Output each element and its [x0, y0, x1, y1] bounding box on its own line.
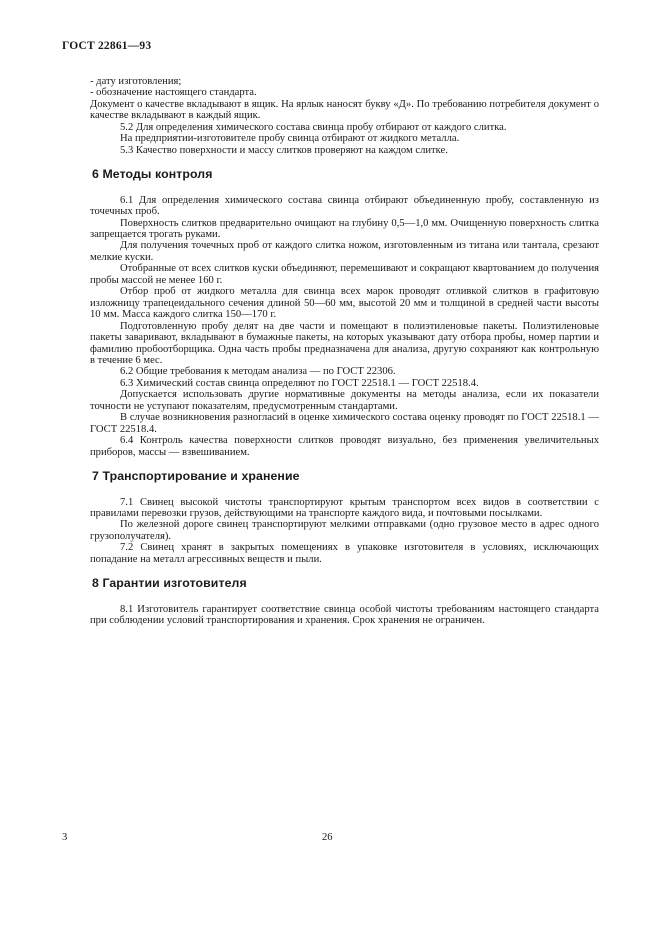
section-paragraph: 8.1 Изготовитель гарантирует соответствие свинца особой чистоты требованиям настоящего стандарта при соблюдении условий транспортирования и хранения. Срок хранения не ограничен.	[90, 603, 599, 627]
intro-paragraph: Документ о качестве вкладывают в ящик. На ярлык наносят букву «Д». По требованию потребителя документ о качестве вкладывают в каждый ящик.	[90, 98, 599, 122]
section-title: 7 Транспортирование и хранение	[92, 469, 300, 484]
section-paragraph: 6.3 Химический состав свинца определяют по ГОСТ 22518.1 — ГОСТ 22518.4.	[120, 377, 479, 389]
intro-paragraph: На предприятии-изготовителе пробу свинца отбирают от жидкого металла.	[120, 133, 460, 145]
document-code-header: ГОСТ 22861—93	[62, 40, 152, 52]
section-paragraph: Отобранные от всех слитков куски объединяют, перемешивают и сокращают квартованием до получения пробы массой не менее 160 г.	[90, 263, 599, 286]
section-title: 6 Методы контроля	[92, 167, 213, 182]
section-paragraph: Допускается использовать другие нормативные документы на методы анализа, если их показатели точности не уступают показателям, предусмотренным стандартами.	[90, 389, 599, 412]
section-paragraph: Для получения точечных проб от каждого слитка ножом, изготовленным из титана или тантала, срезают мелкие куски.	[90, 240, 599, 263]
section-paragraph: По железной дороге свинец транспортируют мелкими отправками (одно грузовое место в адрес одного грузополучателя).	[90, 519, 599, 542]
section-paragraph: Подготовленную пробу делят на две части и помещают в полиэтиленовые пакеты. Полиэтиленовые пакеты заваривают, вкладывают в бумажные пакеты, на которых указывают дату отбора пробы, номер партии и фамилию пробоотборщика. Одна часть пробы предназначена для анализа, другую сохраняют как контрольную в течение 6 мес.	[90, 320, 599, 366]
section-paragraph: 6.1 Для определения химического состава свинца отбирают объединенную пробу, составленную из точечных проб.	[90, 194, 599, 218]
intro-paragraph: - дату изготовления;	[90, 76, 182, 87]
section-paragraph: Поверхность слитков предварительно очищают на глубину 0,5—1,0 мм. Очищенную поверхность слитка запрещается трогать руками.	[90, 217, 599, 240]
document-body	[90, 76, 599, 627]
section-6	[90, 169, 599, 458]
section-paragraph: 7.1 Свинец высокой чистоты транспортируют крытым транспортом всех видов в соответствии с правилами перевозки грузов, действующими на транспорте каждого вида, и почтовыми посылками.	[90, 496, 599, 519]
intro-paragraph: - обозначение настоящего стандарта.	[90, 87, 257, 99]
intro-paragraph: 5.3 Качество поверхности и массу слитков проверяют на каждом слитке.	[120, 144, 448, 156]
section-paragraph: В случае возникновения разногласий в оценке химического состава оценку проводят по ГОСТ 22518.1 — ГОСТ 22518.4.	[90, 412, 599, 435]
footer-page-left: 3	[62, 832, 68, 843]
intro-paragraph: 5.2 Для определения химического состава свинца пробу отбирают от каждого слитка.	[120, 121, 507, 133]
section-7	[90, 471, 599, 565]
section-title: 8 Гарантии изготовителя	[92, 576, 247, 591]
section-paragraph: 6.4 Контроль качества поверхности слитков проводят визуально, без применения увеличительных приборов, массы — взвешиванием.	[90, 435, 599, 458]
section-8	[90, 578, 599, 626]
intro-block	[90, 76, 599, 156]
section-paragraph: 6.2 Общие требования к методам анализа — по ГОСТ 22306.	[120, 366, 396, 378]
section-paragraph: Отбор проб от жидкого металла для свинца всех марок проводят отливкой слитков в графитовую изложницу трапецеидального сечения длиной 50—60 мм, высотой 20 мм и толщиной в средней части высоты 10 мм. Масса каждого слитка 150—170 г.	[90, 286, 599, 321]
footer-page-number: 26	[322, 832, 333, 843]
section-paragraph: 7.2 Свинец хранят в закрытых помещениях в упаковке изготовителя в условиях, исключающих попадание на металл агрессивных веществ и пыли.	[90, 542, 599, 565]
